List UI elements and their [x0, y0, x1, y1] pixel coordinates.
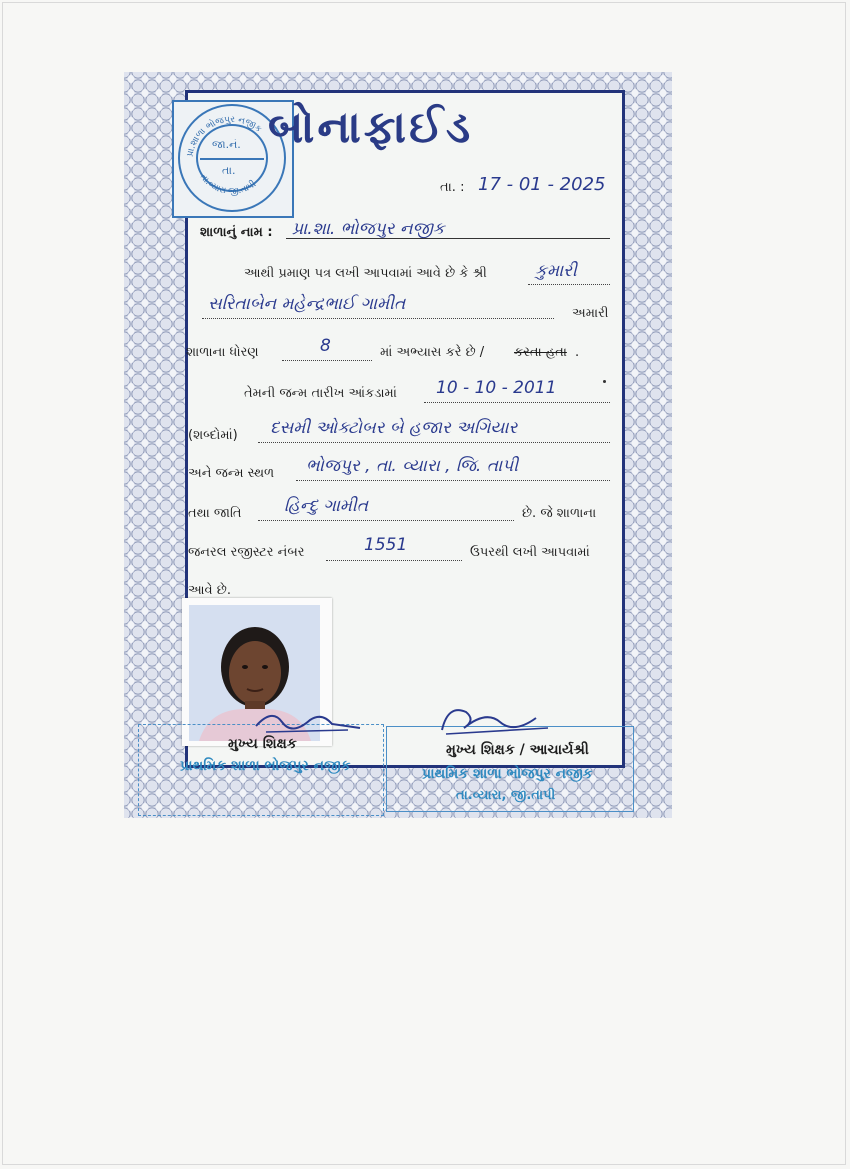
- class-fill: 8: [320, 336, 331, 356]
- line1-fill: કુમારી: [535, 261, 577, 281]
- student-name-fill: સરિતાબેન મહેન્દ્રભાઈ ગામીત: [208, 294, 406, 314]
- register-suffix: ઉપરથી લખી આપવામાં: [470, 545, 590, 560]
- dob-text: તેમની જન્મ તારીખ આંકડામાં: [244, 386, 397, 401]
- certificate-title: બોનાફાઈડ: [268, 102, 474, 153]
- date-label: તા. :: [440, 180, 465, 195]
- school-name-label: શાળાનું નામ :: [200, 225, 273, 240]
- caste-text: તથા જાતિ: [188, 506, 242, 521]
- right-stamp-school: પ્રાથમિક શાળા ભોજપુર નજીક: [422, 766, 593, 782]
- seal-ja-no: જા.નં.: [212, 138, 241, 151]
- line1-text: આથી પ્રમાણ પત્ર લખી આપવામાં આવે છે કે શ્રી: [244, 266, 487, 281]
- words-label: (શબ્દોમાં): [188, 428, 238, 443]
- register-fill: 1551: [364, 535, 408, 555]
- class-prefix: શાળાના ધોરણ: [186, 345, 259, 360]
- amari-text: અમારી: [572, 306, 609, 321]
- birthplace-text: અને જન્મ સ્થળ: [188, 466, 275, 481]
- right-stamp-title: મુખ્ય શિક્ષક / આચાર્યશ્રી: [446, 742, 589, 758]
- right-stamp-place: તા.વ્યારા, જી.તાપી: [456, 788, 556, 803]
- date-value: 17 - 01 - 2025: [478, 174, 606, 195]
- birthplace-fill: ભોજપુર , તા. વ્યારા , જિ. તાપી: [306, 456, 519, 476]
- class-struck: કરતા હતા: [514, 345, 567, 360]
- caste-fill: હિન્દુ ગામીત: [284, 496, 369, 516]
- class-suffix: માં અભ્યાસ કરે છે /: [380, 345, 485, 360]
- class-end: .: [575, 345, 580, 360]
- caste-suffix: છે. જે શાળાના: [522, 506, 597, 521]
- closing-text: આવે છે.: [188, 583, 231, 598]
- seal-top-text: પ્રા.શાળા ભોજપુર નજીક: [185, 114, 264, 158]
- register-prefix: જનરલ રજીસ્ટર નંબર: [188, 545, 305, 560]
- words-fill: દસમી ઓક્ટોબર બે હજાર અગિયાર: [270, 418, 518, 438]
- seal-ta: તા.: [222, 164, 236, 177]
- ink-speck: [603, 380, 606, 383]
- dob-fill: 10 - 10 - 2011: [436, 378, 557, 398]
- left-stamp-title: મુખ્ય શિક્ષક: [228, 736, 297, 752]
- left-stamp-school: પ્રાથમિક શાળા ભોજપુર નજીક: [180, 758, 351, 774]
- school-name-value: પ્રા.શા. ભોજપુર નજીક: [292, 219, 445, 239]
- seal-bottom-text: તા.વ્યારા જી.તાપી: [197, 172, 259, 198]
